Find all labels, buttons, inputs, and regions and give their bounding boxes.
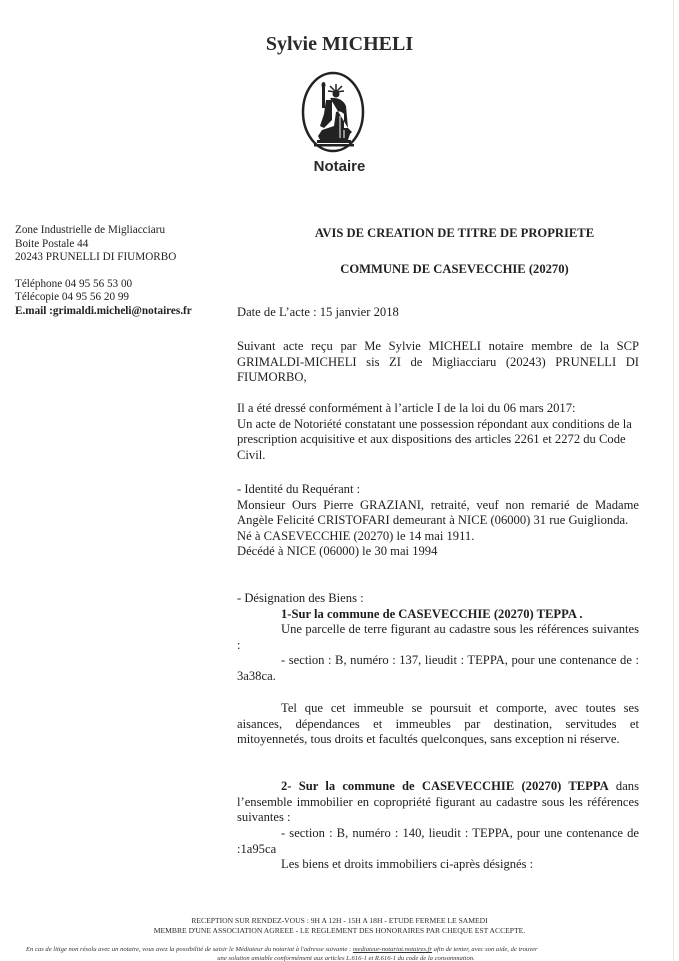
document-title: AVIS DE CREATION DE TITRE DE PROPRIETE bbox=[314, 226, 595, 240]
paragraph-legal-basis bbox=[237, 401, 639, 463]
address-line: Boite Postale 44 bbox=[15, 237, 89, 250]
biens-label: - Désignation des Biens : bbox=[237, 591, 364, 605]
footer-association: MEMBRE D'UNE ASSOCIATION AGREEE - LE REGLEMENT DES HONORAIRES PAR CHEQUE EST ACCEPTE. bbox=[153, 926, 526, 935]
bien2-reference: - section : B, numéro : 140, lieudit : TEPPA, pour une contenance de :1a95ca bbox=[237, 826, 639, 856]
requerant-label: - Identité du Requérant : bbox=[237, 482, 361, 496]
death-info: Décédé à NICE (06000) le 30 mai 1994 bbox=[237, 544, 438, 558]
bien1-reference: - section : B, numéro : 137, lieudit : TEPPA, pour une contenance de : 3a38ca. bbox=[237, 653, 639, 683]
bien1-heading: 1-Sur la commune de CASEVECCHIE (20270) TEPPA . bbox=[281, 606, 583, 621]
requerant-section bbox=[237, 482, 639, 560]
legal-basis-line: Il a été dressé conformément à l’article I de la loi du 06 mars 2017: bbox=[237, 401, 576, 415]
footer-hours: RECEPTION SUR RENDEZ-VOUS : 9H A 12H - 15H A 18H - ETUDE FERMEE LE SAMEDI bbox=[191, 916, 488, 925]
mediation-suffix: afin de tenter, avec son aide, de trouver bbox=[432, 946, 538, 953]
fax-number: Télécopie 04 95 56 20 99 bbox=[15, 291, 130, 304]
birth-info: Né à CASEVECCHIE (20270) le 14 mai 1911. bbox=[237, 528, 475, 543]
footer-office-info bbox=[0, 916, 679, 936]
mediation-line2: une solution amiable conformément aux articles L.616-1 et R.616-1 du code de la consommation. bbox=[217, 955, 475, 961]
notary-name: Sylvie MICHELI bbox=[265, 33, 414, 55]
office-address-block bbox=[15, 224, 192, 319]
bien2-text: Les biens et droits immobiliers ci-après désignés : bbox=[281, 857, 534, 871]
notoriety-act-text: Un acte de Notoriété constatant une possession répondant aux conditions de la prescription acquisitive et aux dispositions des articles 2261 et 2272 du Code Civil. bbox=[237, 416, 632, 462]
biens-section bbox=[237, 591, 639, 684]
email-address[interactable]: E.mail :grimaldi.micheli@notaires.fr bbox=[15, 304, 192, 317]
phone-number: Téléphone 04 95 56 53 00 bbox=[15, 277, 133, 290]
document-subtitle: COMMUNE DE CASEVECCHIE (20270) bbox=[340, 262, 569, 276]
address-line: 20243 PRUNELLI DI FIUMORBO bbox=[15, 251, 177, 264]
mediation-prefix: En cas de litige non résolu avec un notaire, vous avez la possibilité de saisir le Médiateur du notariat à l'adresse suivante : bbox=[26, 946, 353, 953]
bien1-text: Une parcelle de terre figurant au cadastre sous les références suivantes : bbox=[237, 622, 639, 652]
page-edge bbox=[673, 0, 674, 961]
bien1-description: Tel que cet immeuble se poursuit et comporte, avec toutes ses aisances, dépendances et immeubles par destination, servitudes et mitoyennetés, tous droits et facultés quelconques, sans exception ni réserve. bbox=[237, 701, 639, 746]
act-date: Date de L’acte : 15 janvier 2018 bbox=[237, 305, 399, 319]
bien2-heading: 2- Sur la commune de CASEVECCHIE (20270) TEPPA bbox=[281, 779, 609, 793]
bien2-details bbox=[237, 826, 639, 873]
notary-role: Notaire bbox=[313, 158, 366, 175]
paragraph-act-received: Suivant acte reçu par Me Sylvie MICHELI notaire membre de la SCP GRIMALDI-MICHELI sis ZI de Migliacciaru (20243) PRUNELLI DI FIUMORBO, bbox=[237, 339, 639, 384]
bien2-heading-tail: dans l’ensemble immobilier en copropriété figurant au cadastre sous les références suivantes : bbox=[237, 779, 640, 824]
bien2-paragraph bbox=[237, 779, 639, 826]
footer-mediation-notice bbox=[26, 945, 666, 961]
requerant-identity: Monsieur Ours Pierre GRAZIANI, retraité, veuf non remarié de Madame Angèle Felicité CRISTOFARI demeurant à NICE (06000) 31 rue Guiglionda. bbox=[237, 497, 639, 527]
mediation-link[interactable]: mediateur-notariat.notaires.fr bbox=[352, 946, 433, 953]
address-line: Zone Industrielle de Migliacciaru bbox=[15, 224, 166, 236]
seated-liberty-oval-logo-icon bbox=[300, 70, 366, 154]
